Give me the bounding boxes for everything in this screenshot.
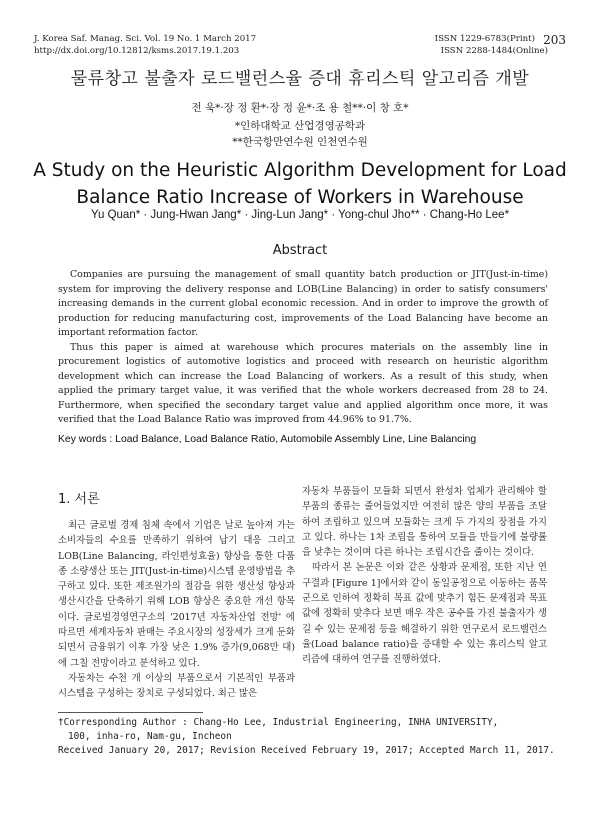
english-title-line-2: Balance Ratio Increase of Workers in Warehouse: [76, 187, 524, 208]
body-paragraph: 따라서 본 논문은 이와 같은 상황과 문제점, 또한 지난 연구결과 [Figure 1]에서와 같이 동일공정으로 이동하는 품목군으로 인하여 정확히 목표 값에 맞추기 힘든 문제점과 목표 값에 정확히 맞추다 보면 매우 작은 공수를 가진 불출자가 생길 수 있는 문제점 등을 해결하기 위한 연구로서 로드밸런스율(Load balance ratio)을 증대할 수 있는 휴리스틱 알고리즘에 대하여 연구를 진행하였다.: [302, 562, 547, 666]
issn-print: ISSN 1229-6783(Print): [434, 34, 535, 44]
doi-link[interactable]: http://dx.doi.org/10.12812/ksms.2017.19.1.203: [34, 46, 240, 56]
footnote: [58, 716, 558, 759]
korean-authors: 전 욱*·장 정 환*·장 정 윤*·조 용 철**·이 창 호*: [191, 102, 409, 114]
running-header-left: [34, 33, 256, 57]
footnote-address: 100, inha-ro, Nam-gu, Incheon: [68, 731, 232, 743]
korean-title: 물류창고 불출자 로드밸런스율 증대 휴리스틱 알고리즘 개발: [70, 69, 530, 89]
abstract-body: [58, 268, 548, 428]
abstract-paragraph-2: Thus this paper is aimed at warehouse which procures materials on the assembly line in procurement logistics of automotive logistics and proceed with research on heuristic algorithm development which can increase the Load Balancing of workers. As a result of this study, when applied the primary target value, it was verified that the whole workers decreased from 28 to 24. Furthermore, when specified the secondary target value and applied algorithm once more, it was verified that the Load Balance Ratio was improved from 44.96% to 91.7%.: [58, 341, 548, 425]
english-authors: Yu Quan* · Jung-Hwan Jang* · Jing-Lun Jang* · Yong-chul Jho** · Chang-Ho Lee*: [90, 209, 510, 221]
keywords: Key words : Load Balance, Load Balance Ratio, Automobile Assembly Line, Line Balancing: [58, 434, 477, 445]
journal-citation: J. Korea Saf. Manag. Sci. Vol. 19 No. 1 March 2017: [34, 34, 257, 44]
abstract-paragraph-1: Companies are pursuing the management of small quantity batch production or JIT(Just-in-time) system for improving the delivery response and LOB(Line Balancing) in order to satisfy consumers' increasing demands in the current global economic recession. And in order to improve the growth of production for reducing manufacturing cost, improvements of the Load Balancing have become an important reformation factor.: [58, 269, 548, 338]
page-number: 203: [543, 33, 566, 47]
body-column-left: [58, 518, 295, 702]
footnote-received-dates: Received January 20, 2017; Revision Received February 19, 2017; Accepted March 11, 2017.: [58, 745, 555, 757]
english-title-line-1: A Study on the Heuristic Algorithm Development for Load: [33, 160, 567, 181]
english-title: [0, 157, 600, 211]
body-paragraph: 최근 글로벌 경제 침체 속에서 기업은 날로 높아져 가는 소비자들의 수요를 만족하기 위하여 납기 대응 그리고 LOB(Line Balancing, 라인편성효율) 향상을 통한 다품종 소량생산 또는 JIT(Just-in-time)시스템 운영방법을 추구하고 있다. 또한 제조원가의 절감을 위한 생산성 향상과 생산시간을 단축하기 위해 LOB 향상은 중요한 개선 항목이다. 글로벌경영연구소의 '2017년 자동차산업 전망' 에 따르면 세계자동차 판매는 주요시장의 성장세가 크게 둔화되면서 금융위기 이후 가장 낮은 1.9% 증가(9,068만 대)에 그칠 전망이라고 분석하고 있다.: [58, 520, 295, 669]
section-title: 1. 서론: [58, 492, 100, 507]
abstract-heading: Abstract: [272, 243, 328, 258]
issn-online: ISSN 2288-1484(Online): [440, 46, 548, 56]
body-column-right: [302, 484, 547, 668]
korean-affiliation-1: *인하대학교 산업경영공학과: [234, 120, 366, 132]
footnote-corresponding-author: †Corresponding Author : Chang-Ho Lee, Industrial Engineering, INHA UNIVERSITY,: [58, 717, 499, 728]
body-paragraph: 자동차는 수천 개 이상의 부품으로서 기본적인 부품과 시스템을 구성하는 장치로 구성되었다. 최근 많은: [58, 672, 295, 700]
footnote-divider: [58, 712, 203, 713]
korean-affiliation-2: **한국항만연수원 인천연수원: [232, 136, 368, 148]
body-paragraph: 자동차 부품들이 모듈화 되면서 완성차 업체가 관리해야 할 부품의 종류는 줄어들었지만 여전히 많은 양의 부품을 조달하여 조립하고 있으며 모듈화는 크게 두 가지의 장점을 가지고 있다. 하나는 1차 조립을 통하여 모듈을 만들기에 불량률을 낮추는 것이며 다른 하나는 조립시간을 줄이는 것이다.: [302, 486, 547, 559]
running-header-right: [435, 33, 548, 57]
